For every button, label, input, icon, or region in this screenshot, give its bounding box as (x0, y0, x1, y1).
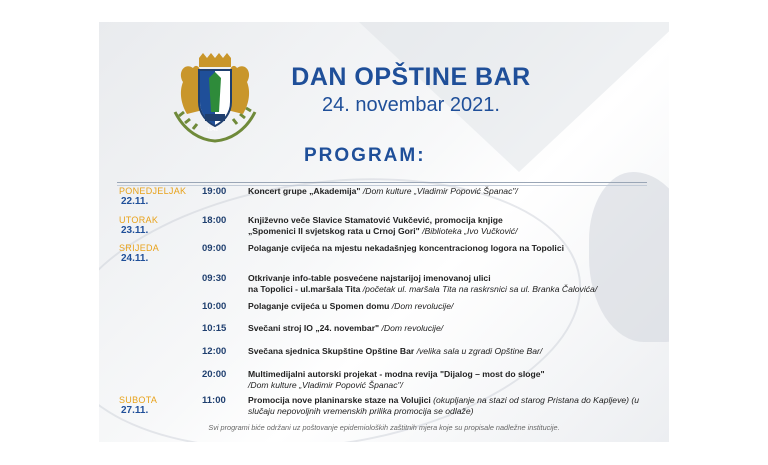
event-description: Promocija nove planinarske staze na Volujici (okupljanje na stazi od starog Pristana do Kapljeve) (u slučaju nepovoljnih vremenskih prilika promocija se odlaže) (248, 395, 640, 416)
event-time: 09:00 (202, 243, 227, 254)
day-date: 22.11. (121, 196, 149, 207)
day-name: PONEDJELJAK (119, 186, 187, 196)
event-description: Koncert grupe „Akademija" /Dom kulture „Vladimir Popović Španac"/ (248, 186, 518, 196)
event-description: Književno veče Slavice Stamatović Vukčević, promocija knjige „Spomenici II svjetskog rata u Crnoj Gori" /Biblioteka „Ivo Vučković/ (248, 215, 518, 236)
event-description: Polaganje cvijeća u Spomen domu /Dom revolucije/ (248, 301, 454, 311)
divider (117, 182, 647, 183)
footer-note: Svi programi biće održani uz poštovanje epidemioloških zaštitnih mjera koje su propisale nadležne institucije. (208, 423, 560, 432)
event-description: Svečani stroj IO „24. novembar" /Dom revolucije/ (248, 323, 444, 333)
event-time: 10:00 (202, 301, 227, 312)
event-poster (99, 22, 669, 442)
day-date: 23.11. (121, 225, 149, 236)
day-name: SRIJEDA (119, 243, 160, 253)
event-description: Multimedijalni autorski projekat - modna revija "Dijalog – most do sloge" /Dom kulture „Vladimir Popović Španac"/ (248, 369, 545, 390)
event-time: 12:00 (202, 346, 227, 357)
event-description: Otkrivanje info-table posvećene najstarijoj imenovanoj ulici na Topolici - ul.maršala Tita /početak ul. maršala Tita na raskrsnici sa ul. Branka Čalovića/ (248, 273, 598, 294)
program-heading: PROGRAM: (304, 145, 426, 166)
day-date: 24.11. (121, 253, 149, 264)
day-name: UTORAK (119, 215, 159, 225)
event-date: 24. novembar 2021. (322, 94, 500, 116)
event-time: 10:15 (202, 323, 227, 334)
event-time: 09:30 (202, 273, 227, 284)
event-description: Svečana sjednica Skupštine Opštine Bar /velika sala u zgradi Opštine Bar/ (248, 346, 543, 356)
watermark-statue (589, 172, 669, 342)
day-date: 27.11. (121, 405, 149, 416)
day-name: SUBOTA (119, 395, 158, 405)
event-description: Polaganje cvijeća na mjestu nekadašnjeg koncentracionog logora na Topolici (248, 243, 564, 253)
page-title: DAN OPŠTINE BAR (291, 63, 531, 91)
event-time: 18:00 (202, 215, 227, 226)
event-time: 20:00 (202, 369, 227, 380)
event-time: 11:00 (202, 395, 226, 406)
event-time: 19:00 (202, 186, 227, 197)
crest-year: 1042 (207, 127, 219, 133)
